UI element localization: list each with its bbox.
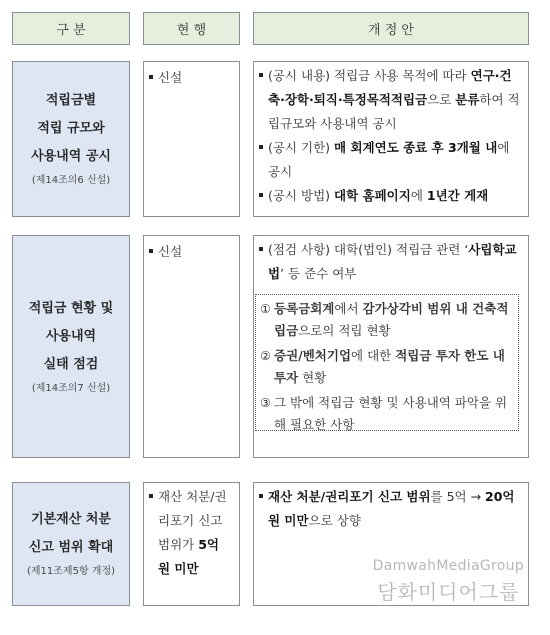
category-line: 적립금별 xyxy=(45,93,97,108)
current-text: 재산 처분/권리포기 신고 범위가 5억 원 미만 xyxy=(148,485,233,581)
proposal-item: (공시 방법) 대학 홈페이지에 1년간 게재 xyxy=(258,184,522,208)
current-text: 신설 xyxy=(148,66,235,90)
category-line: 신고 범위 확대 xyxy=(28,540,114,555)
proposal-item: (공시 기한) 매 회계연도 종료 후 3개월 내에 공시 xyxy=(258,136,522,184)
inspection-items-box xyxy=(255,294,519,431)
category-note: (제14조의7 신설) xyxy=(31,382,111,394)
current-cell-inspection xyxy=(143,235,240,458)
category-line: 적립금 현황 및 xyxy=(28,300,114,316)
category-cell-inspection xyxy=(12,235,130,458)
watermark xyxy=(373,558,524,605)
category-line: 사용내역 공시 xyxy=(31,149,111,164)
header-current xyxy=(143,12,240,45)
category-note: (제14조의6 신설) xyxy=(31,175,111,186)
inspection-item: ③ 그 밖에 적립금 현황 및 사용내역 파악을 위해 필요한 사항 xyxy=(260,395,508,432)
current-cell-property xyxy=(143,482,240,606)
current-cell-disclosure xyxy=(143,61,240,217)
category-note: (제11조제5항 개정) xyxy=(26,566,116,577)
proposal-intro: (점검 사항) 대학(법인) 적립금 관련 ‘사립학교법’ 등 준수 여부 xyxy=(258,238,522,286)
inspection-item: ① 등록금회계에서 감가상각비 범위 내 건축적립금으로의 적립 현황 xyxy=(260,301,509,338)
category-line: 사용내역 xyxy=(45,328,97,344)
category-line: 적립 규모와 xyxy=(37,121,105,136)
category-cell-disclosure xyxy=(12,61,130,217)
watermark-ko: 담화미디어그룹 xyxy=(377,580,520,604)
proposal-item: 재산 처분/권리포기 신고 범위를 5억 → 20억 원 미만으로 상향 xyxy=(258,485,522,533)
category-cell-property xyxy=(12,482,130,606)
header-proposal-label: 개 정 안 xyxy=(368,23,414,38)
header-category xyxy=(12,12,130,45)
category-line: 실태 점검 xyxy=(43,356,99,372)
header-current-label: 현 행 xyxy=(176,23,207,38)
watermark-en: DamwahMediaGroup xyxy=(372,558,524,574)
header-proposal xyxy=(253,12,529,45)
proposal-item: (공시 내용) 적립금 사용 목적에 따라 연구·건축·장학·퇴직·특정목적적립금으로 분류하여 적립규모와 사용내역 공시 xyxy=(258,64,522,136)
category-line: 기본재산 처분 xyxy=(31,512,111,527)
inspection-item: ② 증권/벤처기업에 대한 적립금 투자 한도 내 투자 현황 xyxy=(260,348,505,385)
current-text: 신설 xyxy=(148,240,235,264)
proposal-cell-disclosure xyxy=(253,61,529,217)
header-category-label: 구 분 xyxy=(56,23,86,38)
